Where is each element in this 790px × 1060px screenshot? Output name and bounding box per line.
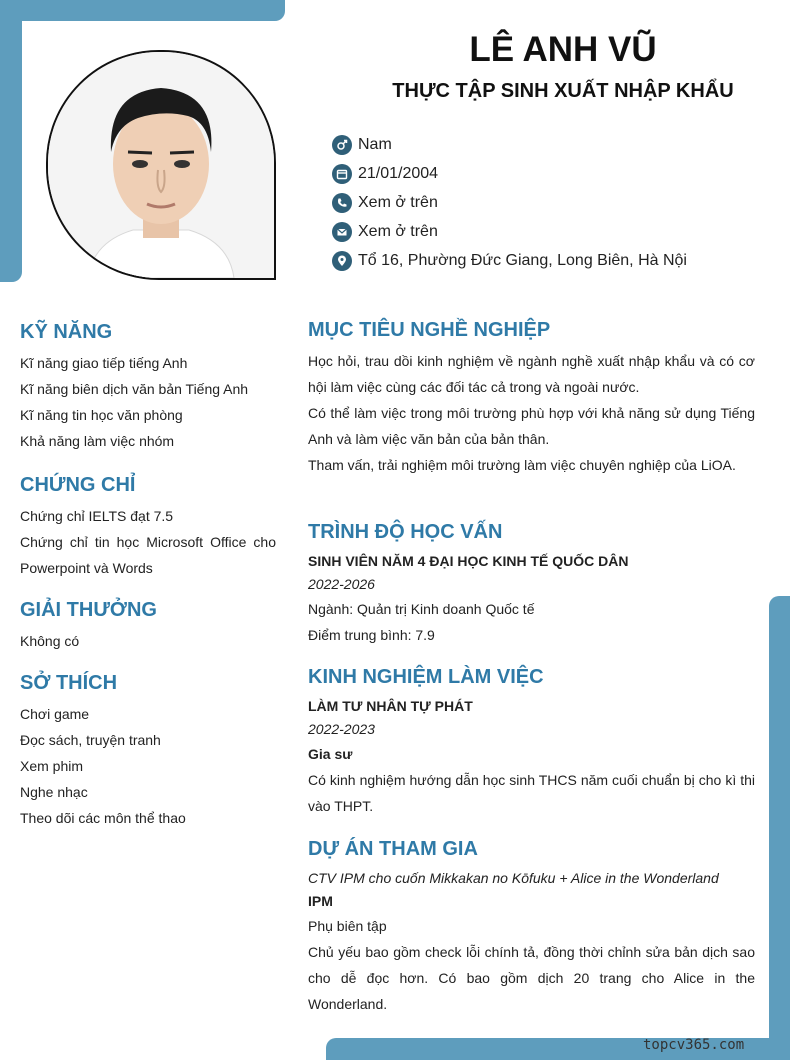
list-item: Theo dõi các môn thể thao — [20, 810, 186, 826]
contact-birthday: 21/01/2004 — [332, 159, 687, 188]
list-item: Nghe nhạc — [20, 784, 88, 800]
decor-bar-top — [0, 0, 285, 21]
contact-address: Tổ 16, Phường Đức Giang, Long Biên, Hà Nội — [332, 246, 687, 275]
watermark: topcv365.com — [643, 1037, 745, 1053]
list-item: Khả năng làm việc nhóm — [20, 433, 175, 449]
list-item: Kĩ năng giao tiếp tiếng Anh — [20, 355, 188, 371]
profile-photo — [46, 50, 276, 280]
section-title: SỞ THÍCH — [20, 672, 118, 694]
experience-company: LÀM TƯ NHÂN TỰ PHÁT — [308, 698, 473, 714]
list-item: Chứng chỉ IELTS đạt 7.5 — [20, 508, 174, 524]
section-title: DỰ ÁN THAM GIA — [308, 838, 478, 860]
contact-list — [332, 130, 687, 275]
skills-section — [20, 318, 276, 454]
contact-phone: Xem ở trên — [332, 188, 687, 217]
decor-bar-right — [769, 596, 790, 1060]
paragraph: Học hỏi, trau dồi kinh nghiệm về ngành nghề xuất nhập khẩu và có cơ hội làm việc cùng các đối tác cả trong và ngoài nước. — [308, 353, 755, 395]
project-role: Phụ biên tập — [308, 918, 387, 934]
education-gpa: Điểm trung bình: 7.9 — [308, 627, 435, 643]
list-item: Xem phim — [20, 758, 84, 774]
right-column — [308, 316, 755, 1017]
list-item: Kĩ năng biên dịch văn bản Tiếng Anh — [20, 381, 249, 397]
project-org: IPM — [308, 893, 333, 909]
experience-position: Gia sư — [308, 746, 353, 762]
section-title: GIẢI THƯỞNG — [20, 599, 157, 621]
section-title: MỤC TIÊU NGHỀ NGHIỆP — [308, 319, 551, 341]
paragraph: Có thể làm việc trong môi trường phù hợp với khả năng sử dụng Tiếng Anh và làm việc văn bản của bản thân. — [308, 405, 755, 447]
list-item: Đọc sách, truyện tranh — [20, 732, 161, 748]
paragraph: Tham vấn, trải nghiệm môi trường làm việc chuyên nghiệp của LiOA. — [308, 457, 736, 473]
hobbies-section — [20, 669, 276, 831]
section-title: CHỨNG CHỈ — [20, 474, 136, 496]
contact-gender: Nam — [332, 130, 687, 159]
experience-period: 2022-2023 — [308, 721, 375, 737]
list-item: Không có — [20, 633, 80, 649]
location-icon — [332, 251, 352, 271]
section-title: KỸ NĂNG — [20, 321, 113, 343]
candidate-role: THỰC TẬP SINH XUẤT NHẬP KHẨU — [392, 80, 734, 102]
calendar-icon — [332, 164, 352, 184]
left-column — [20, 318, 276, 831]
contact-email: Xem ở trên — [332, 217, 687, 246]
list-item: Kĩ năng tin học văn phòng — [20, 407, 183, 423]
experience-description: Có kinh nghiệm hướng dẫn học sinh THCS năm cuối chuẩn bị cho kì thi vào THPT. — [308, 772, 755, 814]
list-item: Chơi game — [20, 706, 90, 722]
education-section — [308, 518, 755, 648]
projects-section — [308, 835, 755, 1017]
project-description: Chủ yếu bao gồm check lỗi chính tả, đồng thời chỉnh sửa bản dịch sao cho dễ đọc hơn. Có bao gồm dịch 20 trang cho Alice in the Wonderland. — [308, 944, 755, 1012]
section-title: KINH NGHIỆM LÀM VIỆC — [308, 666, 544, 688]
awards-section — [20, 596, 276, 654]
decor-bar-left — [0, 0, 22, 282]
education-period: 2022-2026 — [308, 576, 375, 592]
experience-section — [308, 663, 755, 819]
education-major: Ngành: Quản trị Kinh doanh Quốc tế — [308, 601, 535, 617]
list-item: Chứng chỉ tin học Microsoft Office cho Powerpoint và Words — [20, 534, 276, 576]
phone-icon — [332, 193, 352, 213]
objective-section — [308, 316, 755, 478]
certificates-section — [20, 471, 276, 581]
project-name: CTV IPM cho cuốn Mikkakan no Kōfuku + Alice in the Wonderland — [308, 870, 719, 886]
section-title: TRÌNH ĐỘ HỌC VẤN — [308, 521, 503, 543]
education-school: SINH VIÊN NĂM 4 ĐẠI HỌC KINH TẾ QUỐC DÂN — [308, 553, 629, 569]
portrait-illustration — [48, 52, 274, 278]
email-icon — [332, 222, 352, 242]
candidate-name: LÊ ANH VŨ — [469, 30, 657, 69]
gender-icon — [332, 135, 352, 155]
